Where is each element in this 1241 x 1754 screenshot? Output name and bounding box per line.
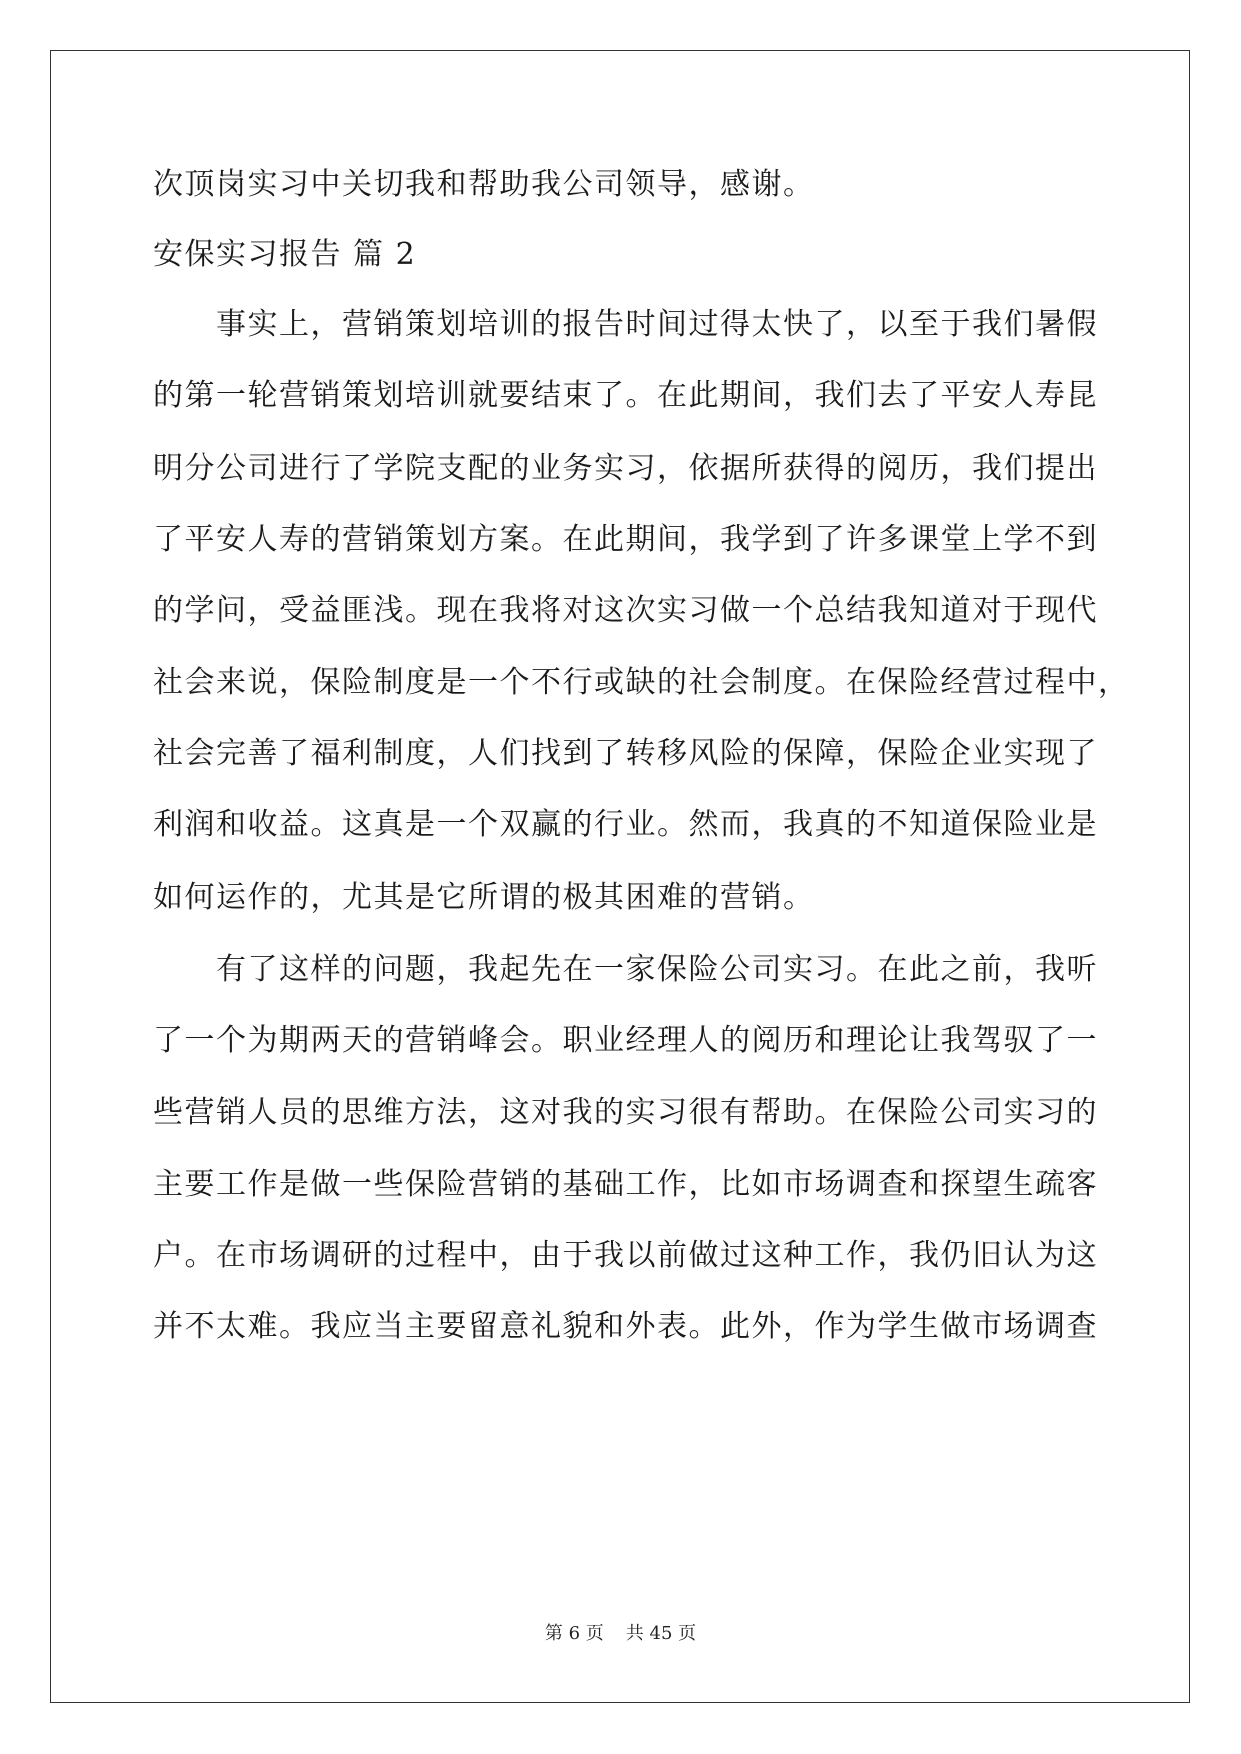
text-line: 如何运作的，尤其是它所谓的极其困难的营销。	[153, 880, 815, 915]
text-line: 的第一轮营销策划培训就要结束了。在此期间，我们去了平安人寿昆	[153, 378, 1098, 413]
text-line: 利润和收益。这真是一个双赢的行业。然而，我真的不知道保险业是	[153, 807, 1098, 842]
section-heading: 安保实习报告 篇 2	[153, 237, 417, 272]
text-line: 户。在市场调研的过程中，由于我以前做过这种工作，我仍旧认为这	[153, 1238, 1098, 1273]
text-line: 了一个为期两天的营销峰会。职业经理人的阅历和理论让我驾驭了一	[153, 1023, 1098, 1058]
text-line: 了平安人寿的营销策划方案。在此期间，我学到了许多课堂上学不到	[153, 522, 1098, 557]
page-total: 共 45 页	[625, 1623, 697, 1644]
page-border	[50, 50, 1190, 1703]
page-footer	[0, 1622, 1241, 1646]
text-line: 社会完善了福利制度，人们找到了转移风险的保障，保险企业实现了	[153, 736, 1098, 771]
page-number: 第 6 页	[544, 1623, 604, 1644]
text-line: 主要工作是做一些保险营销的基础工作，比如市场调查和探望生疏客	[153, 1167, 1098, 1202]
text-line: 次顶岗实习中关切我和帮助我公司领导，感谢。	[153, 167, 815, 202]
text-line: 些营销人员的思维方法，这对我的实习很有帮助。在保险公司实习的	[153, 1095, 1098, 1130]
text-line: 事实上，营销策划培训的报告时间过得太快了，以至于我们暑假	[153, 307, 1098, 342]
text-line: 并不太难。我应当主要留意礼貌和外表。此外，作为学生做市场调查	[153, 1309, 1098, 1344]
text-line: 明分公司进行了学院支配的业务实习，依据所获得的阅历，我们提出	[153, 451, 1098, 486]
text-line: 的学问，受益匪浅。现在我将对这次实习做一个总结我知道对于现代	[153, 593, 1098, 628]
text-line: 社会来说，保险制度是一个不行或缺的社会制度。在保险经营过程中，	[153, 665, 1130, 700]
text-line: 有了这样的问题，我起先在一家保险公司实习。在此之前，我听	[153, 952, 1098, 987]
